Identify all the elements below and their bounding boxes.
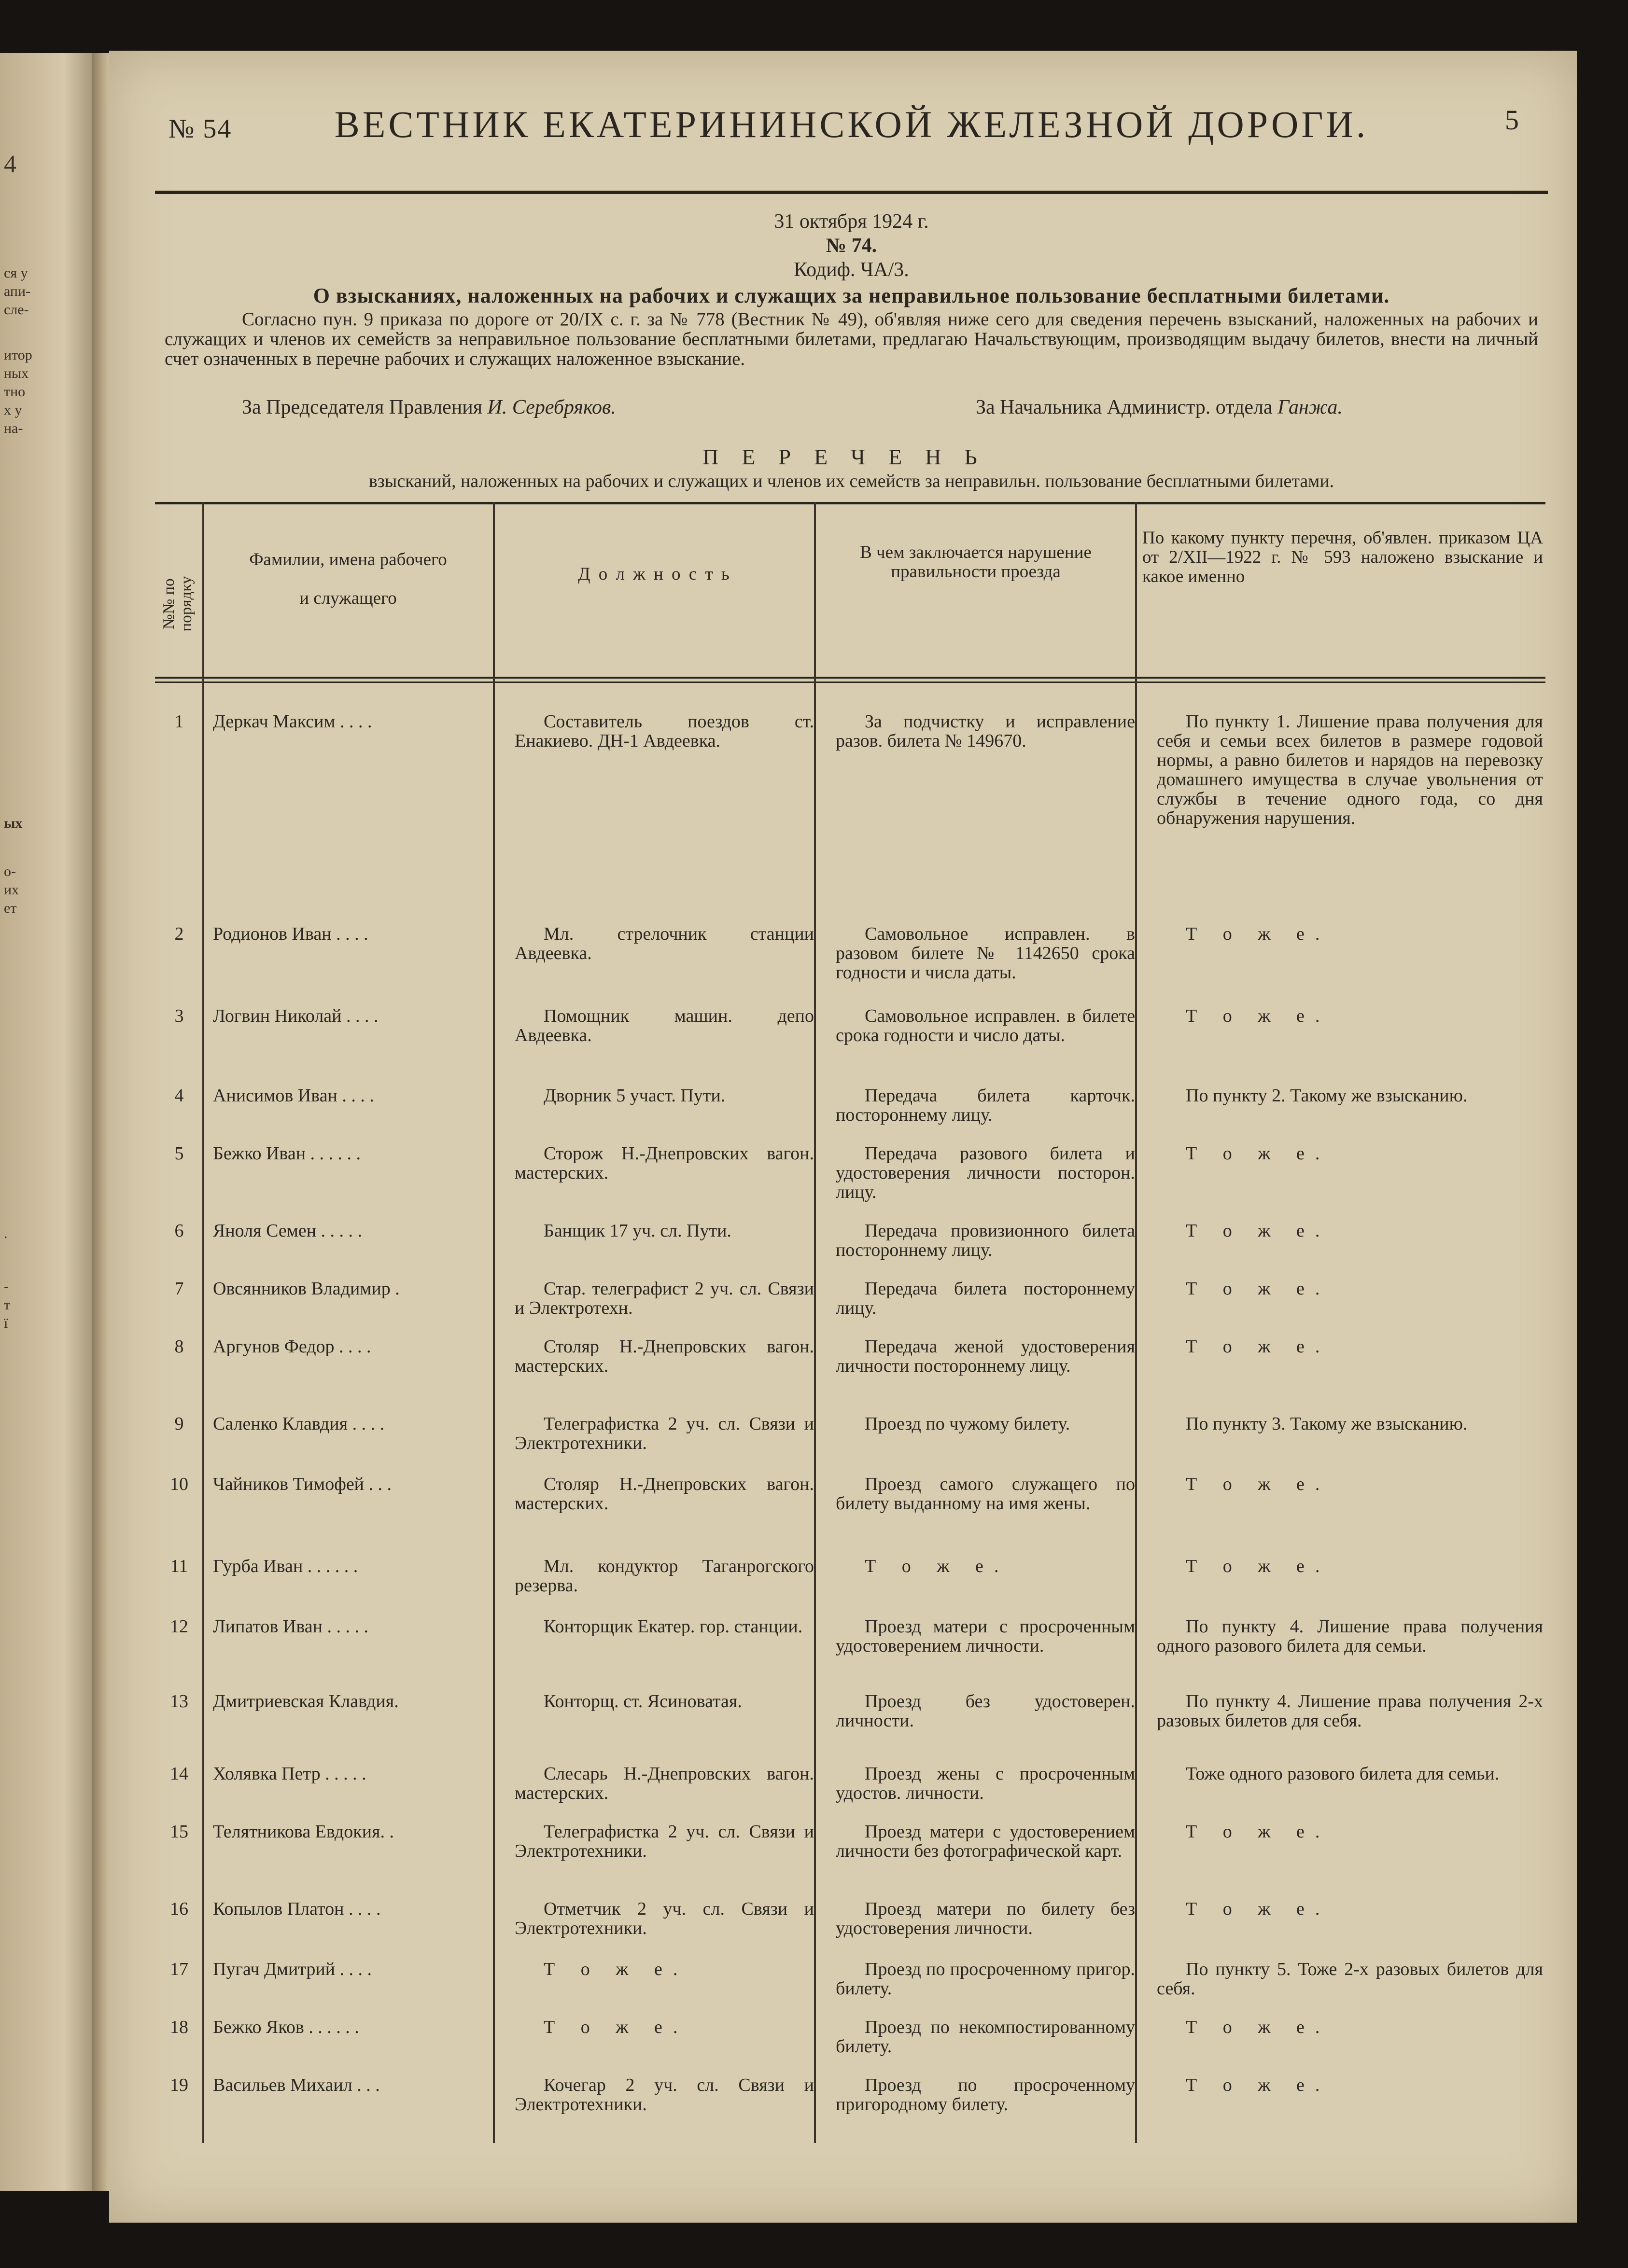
row-number: 2	[174, 924, 184, 944]
signature-admin-prefix: За Начальника Администр. отдела	[976, 396, 1273, 418]
row-penalty: Т о ж е.	[1186, 1899, 1331, 1919]
row-name: Яноля Семен . . . . .	[213, 1221, 363, 1241]
row-number: 8	[174, 1336, 184, 1357]
signature-admin-head	[976, 396, 1343, 419]
row-position: Кочегар 2 уч. сл. Связи и Электротехники.	[515, 2075, 814, 2115]
left-page-text: итор	[4, 347, 32, 363]
signature-chairman	[242, 396, 616, 419]
row-position: Дворник 5 участ. Пути.	[544, 1085, 726, 1106]
list-subtitle: взысканий, наложенных на рабочих и служащих и членов их семейств за неправильн. пользование бесплатными билетами.	[368, 471, 1334, 491]
background-edge	[1577, 53, 1628, 2215]
row-number: 15	[170, 1822, 188, 1842]
row-name: Бежко Иван . . . . . .	[213, 1143, 361, 1164]
table-top-rule	[155, 502, 1545, 504]
row-number: 7	[174, 1279, 184, 1299]
row-violation: Т о ж е.	[865, 1556, 1010, 1576]
row-position: Мл. кондуктор Таганрогского резерва.	[515, 1556, 814, 1596]
row-name: Саленко Клавдия . . . .	[213, 1414, 385, 1434]
left-page-text: х у	[4, 402, 22, 418]
row-penalty: Т о ж е.	[1186, 2017, 1331, 2037]
row-violation: Проезд по чужому билету.	[865, 1414, 1070, 1434]
row-position: Стар. телеграфист 2 уч. сл. Связи и Электротехн.	[515, 1279, 814, 1318]
row-violation: За подчистку и исправление разов. билета № 149670.	[836, 711, 1135, 751]
row-number: 10	[170, 1474, 188, 1494]
order-date: 31 октября 1924 г.	[774, 210, 929, 233]
row-violation: Передача провизионного билета постороннему лицу.	[836, 1221, 1135, 1260]
row-position: Сторож Н.-Днепровских вагон. мастерских.	[515, 1143, 814, 1183]
row-name: Овсянников Владимир .	[213, 1279, 400, 1299]
order-heading: О взысканиях, наложенных на рабочих и служащих за неправильное пользование бесплатными билетами.	[313, 284, 1390, 307]
row-violation: Проезд по просроченному пригор. билету.	[836, 1959, 1135, 1999]
column-divider	[1135, 502, 1137, 2143]
left-page-text: -	[4, 1279, 9, 1294]
row-position: Т о ж е.	[544, 2017, 688, 2037]
page-number: 5	[1505, 104, 1519, 136]
row-number: 6	[174, 1221, 184, 1241]
row-position: Столяр Н.-Днепровских вагон. мастерских.	[515, 1336, 814, 1376]
row-penalty: По пункту 1. Лишение права получения для себя и семьи всех билетов в размере годовой нормы, а равно билетов и нарядов на перевозку домашнего имущества в случае увольнения от службы в течение одного года, со дня обнаружения нарушения.	[1157, 711, 1543, 828]
row-violation: Проезд матери по билету без удостоверения личности.	[836, 1899, 1135, 1938]
row-name: Анисимов Иван . . . .	[213, 1085, 374, 1106]
row-number: 9	[174, 1414, 184, 1434]
row-name: Копылов Платон . . . .	[213, 1899, 381, 1919]
row-number: 18	[170, 2017, 188, 2037]
header-position: Д о л ж н о с т ь	[578, 564, 731, 584]
left-page-text: ї	[4, 1315, 8, 1331]
column-divider	[493, 502, 495, 2143]
left-page-text: ет	[4, 900, 17, 916]
row-position: Телеграфистка 2 уч. сл. Связи и Электротехники.	[515, 1822, 814, 1861]
header-penalty: По какому пункту перечня, об'явлен. приказом ЦА от 2/XII—1922 г. № 593 наложено взыскание и какое именно	[1142, 528, 1543, 586]
row-name: Васильев Михаил . . .	[213, 2075, 380, 2095]
row-penalty: Т о ж е.	[1186, 1143, 1331, 1164]
row-violation: Самовольное исправлен. в билете срока годности и число даты.	[836, 1006, 1135, 1045]
newspaper-page	[109, 51, 1577, 2223]
list-title: ПЕРЕЧЕНЬ	[702, 445, 1000, 469]
row-violation: Проезд без удостоверен. личности.	[836, 1691, 1135, 1731]
order-number: № 74.	[826, 235, 877, 257]
row-violation: Проезд матери с просроченным удостоверением личности.	[836, 1616, 1135, 1656]
signature-chairman-name: И. Серебряков.	[487, 396, 616, 418]
row-name: Чайников Тимофей . . .	[213, 1474, 392, 1494]
left-page-text: их	[4, 882, 19, 898]
row-number: 4	[174, 1085, 184, 1106]
left-page-text: .	[4, 1225, 8, 1241]
row-number: 5	[174, 1143, 184, 1164]
left-page-text: ных	[4, 365, 29, 381]
header-number	[156, 555, 199, 637]
row-position: Составитель поездов ст. Енакиево. ДН-1 Авдеевка.	[515, 711, 814, 751]
row-name: Деркач Максим . . . .	[213, 711, 372, 732]
row-penalty: Т о ж е.	[1186, 924, 1331, 944]
left-page-fragment	[0, 53, 92, 2191]
row-name: Дмитриевская Клавдия.	[213, 1691, 399, 1711]
row-position: Помощник машин. депо Авдеевка.	[515, 1006, 814, 1045]
row-position: Конторщ. ст. Ясиноватая.	[544, 1691, 742, 1711]
newspaper-title: ВЕСТНИК ЕКАТЕРИНИНСКОЙ ЖЕЛЕЗНОЙ ДОРОГИ.	[334, 103, 1369, 145]
row-violation: Передача разового билета и удостоверения личности посторон. лицу.	[836, 1143, 1135, 1202]
column-divider	[202, 502, 204, 2143]
row-name: Логвин Николай . . . .	[213, 1006, 379, 1026]
signature-admin-name: Ганжа.	[1277, 396, 1343, 418]
row-name: Пугач Дмитрий . . . .	[213, 1959, 372, 1979]
row-name: Гурба Иван . . . . . .	[213, 1556, 358, 1576]
row-penalty: Т о ж е.	[1186, 1336, 1331, 1357]
row-position: Т о ж е.	[544, 1959, 688, 1979]
row-penalty: Т о ж е.	[1186, 1279, 1331, 1299]
row-position: Слесарь Н.-Днепровских вагон. мастерских.	[515, 1764, 814, 1803]
row-violation: Передача женой удостоверения личности постороннему лицу.	[836, 1336, 1135, 1376]
row-penalty: По пункту 4. Лишение права получения 2-х разовых билетов для себя.	[1157, 1691, 1543, 1731]
row-penalty: По пункту 4. Лишение права получения одного разового билета для семьи.	[1157, 1616, 1543, 1656]
row-penalty: По пункту 3. Такому же взысканию.	[1186, 1414, 1468, 1434]
row-name: Аргунов Федор . . . .	[213, 1336, 371, 1357]
header-name-line1: Фамилии, имена рабочего	[249, 550, 447, 570]
left-page-text: на-	[4, 420, 23, 436]
book-spine	[92, 53, 109, 2191]
row-number: 3	[174, 1006, 184, 1026]
row-position: Банщик 17 уч. сл. Пути.	[544, 1221, 731, 1241]
header-name	[208, 550, 488, 608]
left-page-text: ых	[4, 815, 23, 831]
header-violation: В чем заключается нарушение правильности проезда	[860, 543, 1092, 582]
row-penalty: Т о ж е.	[1186, 2075, 1331, 2095]
left-page-text: т	[4, 1297, 11, 1313]
row-number: 19	[170, 2075, 188, 2095]
row-number: 14	[170, 1764, 188, 1784]
left-page-text: о-	[4, 863, 16, 879]
order-codification: Кодиф. ЧА/3.	[794, 259, 909, 281]
row-name: Липатов Иван . . . . .	[213, 1616, 368, 1637]
left-page-text: апи-	[4, 283, 31, 299]
row-position: Конторщик Екатер. гор. станции.	[544, 1616, 803, 1637]
row-name: Родионов Иван . . . .	[213, 924, 368, 944]
row-penalty: Тоже одного разового билета для семьи.	[1186, 1764, 1500, 1784]
row-name: Бежко Яков . . . . . .	[213, 2017, 359, 2037]
row-position: Отметчик 2 уч. сл. Связи и Электротехники.	[515, 1899, 814, 1938]
row-position: Телеграфистка 2 уч. сл. Связи и Электротехники.	[515, 1414, 814, 1453]
column-divider	[814, 502, 816, 2143]
penalties-table	[155, 502, 1545, 2129]
row-violation: Проезд жены с просроченным удостов. личности.	[836, 1764, 1135, 1803]
left-page-text: сле-	[4, 302, 29, 318]
table-header-rule	[155, 677, 1545, 679]
header-name-line2: и служащего	[299, 588, 397, 608]
row-penalty: Т о ж е.	[1186, 1006, 1331, 1026]
row-penalty: По пункту 2. Такому же взысканию.	[1186, 1085, 1468, 1106]
row-number: 13	[170, 1691, 188, 1711]
row-violation: Самовольное исправлен. в разовом билете № 1142650 срока годности и числа даты.	[836, 924, 1135, 983]
signature-chairman-prefix: За Председателя Правления	[242, 396, 483, 418]
row-violation: Передача билета карточк. постороннему лицу.	[836, 1085, 1135, 1125]
row-number: 17	[170, 1959, 188, 1979]
row-violation: Проезд самого служащего по билету выданному на имя жены.	[836, 1474, 1135, 1514]
row-number: 12	[170, 1616, 188, 1637]
issue-number: № 54	[168, 114, 232, 144]
row-name: Телятникова Евдокия. .	[213, 1822, 394, 1842]
left-page-text: 4	[4, 151, 16, 178]
header-number-text: №№ по порядку	[160, 576, 195, 632]
row-penalty: Т о ж е.	[1186, 1474, 1331, 1494]
row-number: 16	[170, 1899, 188, 1919]
row-violation: Передача билета постороннему лицу.	[836, 1279, 1135, 1318]
row-penalty: По пункту 5. Тоже 2-х разовых билетов для себя.	[1157, 1959, 1543, 1999]
row-number: 1	[174, 711, 184, 732]
left-page-text: тно	[4, 384, 26, 400]
row-position: Мл. стрелочник станции Авдеевка.	[515, 924, 814, 963]
left-page-text: ся у	[4, 265, 28, 281]
table-header-rule-double	[155, 682, 1545, 683]
row-penalty: Т о ж е.	[1186, 1822, 1331, 1842]
row-penalty: Т о ж е.	[1186, 1221, 1331, 1241]
order-body: Согласно пун. 9 приказа по дороге от 20/IX с. г. за № 778 (Вестник № 49), об'являя ниже сего для сведения перечень взысканий, наложенных на рабочих и служащих и членов их семейств за неправильное пользование бесплатными билетами, предлагаю Начальствующим, производящим выдачу билетов, внести на личный счет означенных в перечне рабочих и служащих наложенное взыскание.	[165, 309, 1538, 369]
row-number: 11	[170, 1556, 188, 1576]
row-position: Столяр Н.-Днепровских вагон. мастерских.	[515, 1474, 814, 1514]
row-violation: Проезд по просроченному пригородному билету.	[836, 2075, 1135, 2115]
row-violation: Проезд матери с удостоверением личности без фотографической карт.	[836, 1822, 1135, 1861]
row-violation: Проезд по некомпостированному билету.	[836, 2017, 1135, 2057]
row-name: Холявка Петр . . . . .	[213, 1764, 366, 1784]
row-penalty: Т о ж е.	[1186, 1556, 1331, 1576]
